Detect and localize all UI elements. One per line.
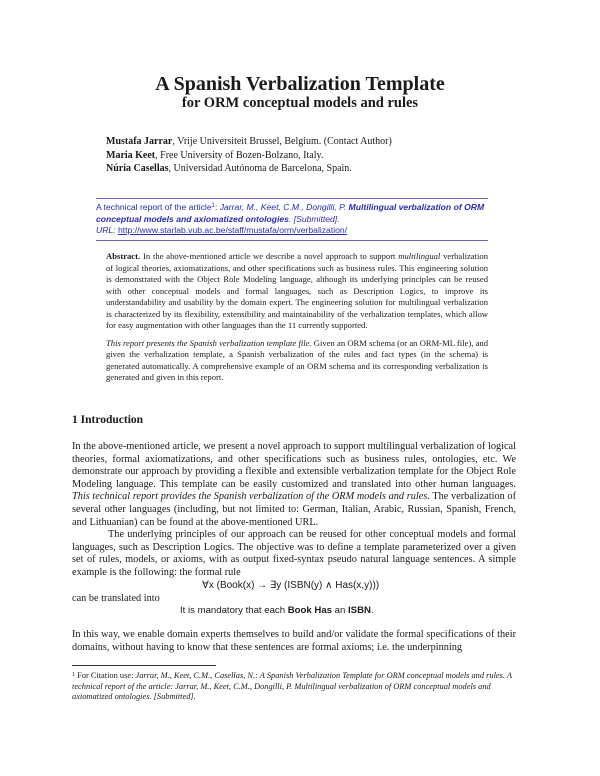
abstract-paragraph [106, 251, 488, 332]
author-name: Maria Keet [106, 149, 156, 161]
author-list [106, 135, 526, 176]
abstract-text: verbalization of logical theories, axiomatizations, and other specifications such as business rules. This engineering solution is demonstrated with the Object Role Modeling language, although its underlying principles can be reused with other conceptual models and formal languages, such as Description Logics, to improve its understandability and usability by the domain expert. The engineering solution for multilingual verbalization is characterized by its flexibility, extensibility and maintainability of the verbalization templates, which allow for easy augmentation with other languages than the 11 currently supported. [106, 251, 488, 330]
body-paragraph [72, 441, 516, 529]
author-name: Mustafa Jarrar [106, 136, 173, 147]
abstract-label: Abstract. [106, 251, 141, 261]
formal-rule: ∀x (Book(x) → ∃y (ISBN(y) ∧ Has(x,y))) [202, 580, 380, 591]
example-term: ISBN [348, 605, 371, 616]
abstract-emphasis: This report presents the Spanish verbalization template file. [106, 337, 312, 348]
author-line [106, 135, 526, 149]
report-url-link[interactable]: http://www.starlab.vub.ac.be/staff/mustafa/orm/verbalization/ [117, 225, 348, 236]
report-prefix: A technical report of the article [96, 202, 212, 212]
url-label: URL: [96, 225, 118, 236]
footnote-number: 1 [72, 672, 75, 678]
report-status: . [Submitted]. [288, 213, 340, 224]
footnote-citation: Jarrar, M., Keet, C.M., Casellas, N.: A Spanish Verbalization Template for ORM conceptual models and rules. A technical report of the article: Jarrar, M., Keet, C.M., Dongilli, P. Multilingual verbalization of ORM conceptual models and axiomatized ontologies. [Submitted]. [72, 671, 512, 702]
footnote-text: For Citation use: [75, 671, 136, 680]
abstract-text: In the above-mentioned article we describe a novel approach to support [140, 251, 399, 261]
translated-text: can be translated into [72, 593, 160, 604]
author-affiliation: , Universidad Autónoma de Barcelona, Spain. [168, 163, 352, 174]
body-emphasis: This technical report provides the Spanish verbalization of the ORM models and rules. [72, 491, 430, 503]
example-text: an [332, 605, 349, 616]
footnote-divider [72, 665, 216, 666]
abstract-emphasis: multilingual [398, 251, 441, 261]
paper-title: A Spanish Verbalization Template [155, 73, 445, 95]
author-name: Núria Casellas [106, 163, 169, 174]
example-term: Has [314, 605, 332, 616]
example-text: It is mandatory that each [180, 605, 288, 616]
paper-subtitle: for ORM conceptual models and rules [181, 95, 419, 111]
footnote [72, 671, 516, 703]
abstract [106, 251, 488, 390]
section-heading: 1 Introduction [72, 414, 144, 426]
author-affiliation: , Free University of Bozen-Bolzano, Italy. [155, 149, 324, 161]
example-text: . [370, 605, 374, 616]
abstract-paragraph [106, 338, 488, 384]
example-term: Book [287, 605, 312, 616]
abstract-text: Given an ORM schema (or an ORM-ML file), and given the verbalization template, a Spanish verbalization of the rules and fact types (in the schema) is generated automatically. A comprehensive example of an ORM schema and its corresponding verbalization is generated and given in this report. [106, 337, 489, 382]
report-authors: Jarrar, M., Keet, C.M., Dongilli, P. [219, 202, 347, 212]
body-text: In the above-mentioned article, we present a novel approach to support multilingual verbalization of logical theories, formal axiomatizations, and other specifications such as business rules, ontologies, etc. We demonstrate our approach by providing a flexible and extensible verbalization template for the Object Role Modeling language. This template can be easily customized and translated into other human languages. [72, 441, 516, 490]
footnote-mark[interactable]: 1 [211, 203, 215, 209]
body-paragraph: In this way, we enable domain experts themselves to build and/or validate the formal specifications of their domains, without having to know that these sentences are formal axioms; i.e. the underpinning [72, 629, 516, 653]
author-affiliation: , Vrije Universiteit Brussel, Belgium. (Contact Author) [172, 136, 392, 147]
report-article-title: Multilingual verbalization of ORM conceptual models and axiomatized ontologies [96, 202, 485, 224]
body-text: The verbalization of several other languages (including, but not limited to: German, Italian, Arabic, Russian, Spanish, French, and Lithuanian) can be found at the above-mentioned URL. [72, 491, 516, 528]
author-line [106, 149, 526, 163]
author-line [106, 162, 526, 176]
report-note [96, 198, 488, 241]
report-sep: : [214, 202, 220, 212]
verbalization-example [180, 605, 374, 616]
intro-body [72, 441, 516, 580]
body-paragraph: The underlying principles of our approach can be reused for other conceptual models and formal languages, such as Description Logics. The objective was to define a template parameterized over a given set of rules, models, or axioms, with as output fixed-syntax pseudo natural language sentences. A simple example is the following: the formal rule [72, 529, 516, 578]
